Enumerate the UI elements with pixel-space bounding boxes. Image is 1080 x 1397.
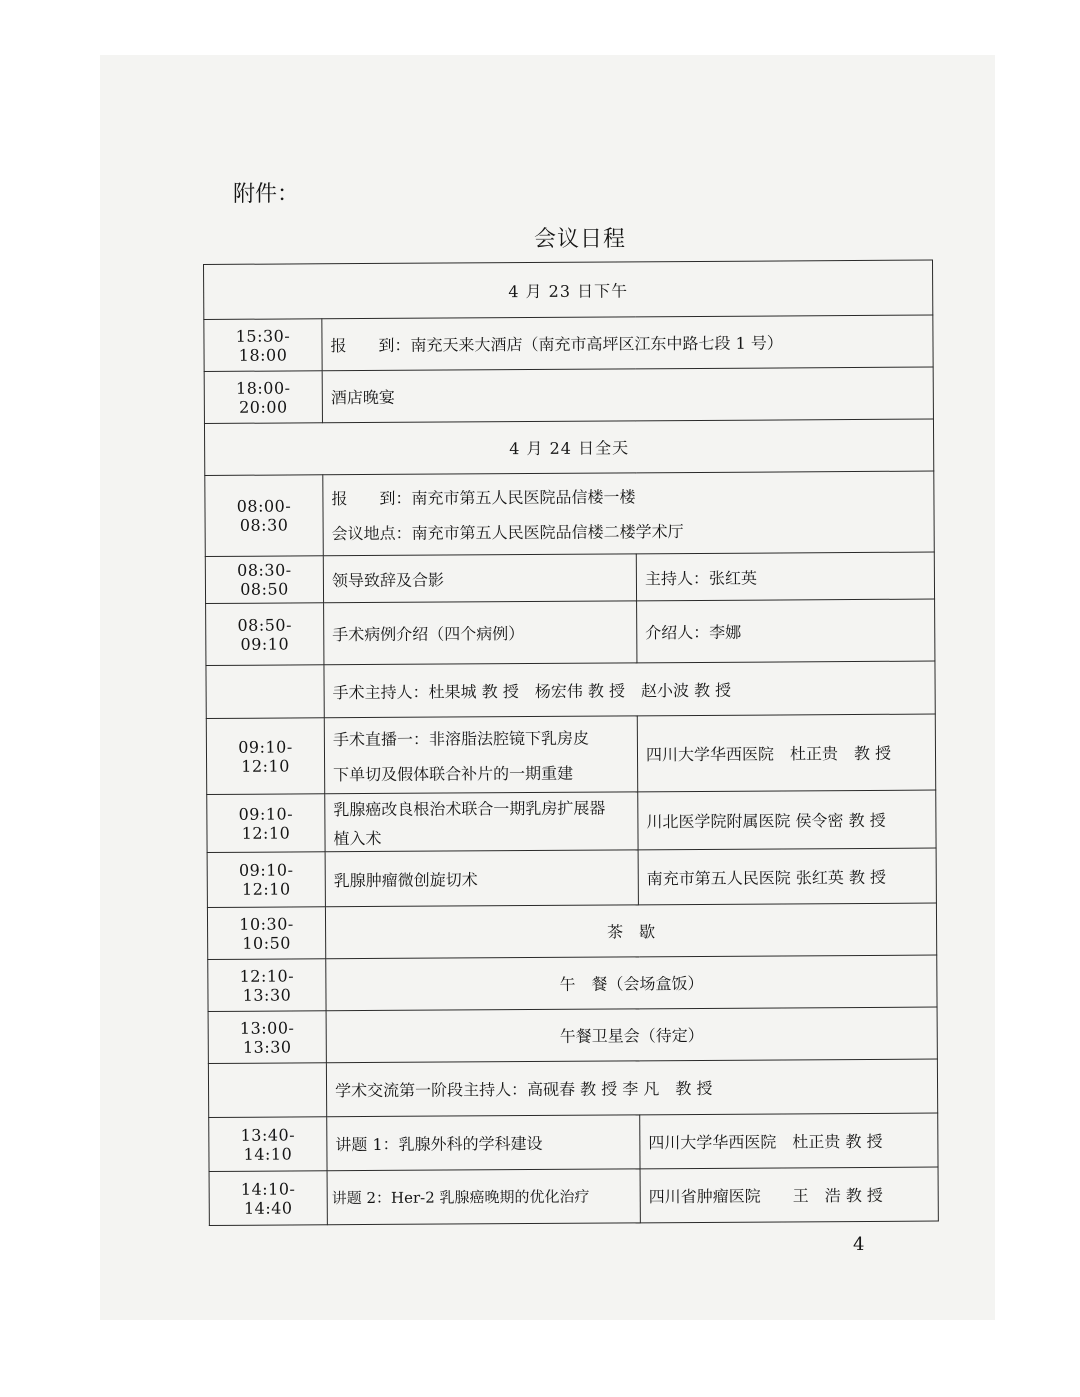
time-cell: 10:30-10:50: [207, 907, 325, 960]
person-cell: 介绍人：李娜: [637, 599, 935, 663]
surgery-hosts: 手术主持人：杜果城 教 授 杨宏伟 教 授 赵小波 教 授: [324, 661, 935, 718]
schedule-table: [203, 260, 939, 1226]
desc-cell: 讲题 1：乳腺外科的学科建设: [327, 1115, 640, 1171]
desc-cell: 茶 歇: [325, 903, 936, 959]
time-cell: [208, 1063, 326, 1118]
desc-cell: 午 餐（会场盒饭）: [326, 955, 937, 1011]
day2-header: 4 月 24 日全天: [204, 419, 933, 475]
desc-line: 报 到：南充市第五人民医院品信楼一楼: [331, 487, 636, 509]
desc-line: 植入术: [333, 828, 382, 848]
table-row: [207, 790, 936, 852]
time-cell: [206, 665, 324, 719]
person-cell: 四川大学华西医院 杜正贵 教 授: [637, 714, 935, 792]
table-row: [208, 1007, 937, 1063]
table-row: [209, 1113, 938, 1171]
time-cell: 09:10-12:10: [207, 794, 325, 853]
desc-cell: 酒店晚宴: [322, 367, 933, 423]
person-cell: 南充市第五人民医院 张红英 教 授: [638, 848, 936, 905]
desc-cell: 手术病例介绍（四个病例）: [324, 601, 637, 665]
table-row: [204, 367, 933, 423]
desc-line: 下单切及假体联合补片的一期重建: [333, 763, 574, 784]
desc-cell: 领导致辞及合影: [323, 554, 636, 603]
desc-cell: [325, 792, 638, 852]
desc-cell: [323, 471, 935, 556]
desc-cell: 乳腺肿瘤微创旋切术: [325, 850, 638, 907]
person-cell: 四川大学华西医院 杜正贵 教 授: [640, 1113, 938, 1169]
desc-line: 会议地点：南充市第五人民医院品信楼二楼学术厅: [331, 522, 684, 544]
table-row: [204, 315, 933, 371]
time-cell: 08:50-09:10: [206, 603, 324, 666]
time-cell: 14:10-14:40: [209, 1171, 327, 1226]
person-cell: 川北医学院附属医院 侯令密 教 授: [638, 790, 936, 850]
table-row: [205, 471, 935, 556]
desc-line: 手术直播一：非溶脂法腔镜下乳房皮: [332, 728, 589, 749]
time-cell: 13:00-13:30: [208, 1011, 326, 1064]
time-cell: 15:30-18:00: [204, 319, 322, 372]
desc-cell: 午餐卫星会（待定）: [326, 1007, 937, 1063]
academic-hosts: 学术交流第一阶段主持人：高砚春 教 授 李 凡 教 授: [326, 1059, 937, 1117]
desc-cell: 讲题 2：Her-2 乳腺癌晚期的优化治疗: [327, 1169, 640, 1225]
page-number: 4: [853, 1234, 865, 1255]
table-row: [208, 955, 937, 1011]
person-cell: 主持人：张红英: [636, 552, 934, 601]
table-row: [209, 1167, 938, 1225]
table-row: [207, 903, 936, 959]
table-row: [204, 419, 933, 475]
desc-cell: 报 到：南充天来大酒店（南充市高坪区江东中路七段 1 号）: [322, 315, 933, 371]
page-title: 会议日程: [533, 227, 626, 252]
day1-header: 4 月 23 日下午: [204, 260, 933, 319]
time-cell: 09:10-12:10: [207, 852, 325, 908]
time-cell: 09:10-12:10: [206, 718, 324, 795]
desc-cell: [324, 716, 637, 794]
table-row: [206, 714, 935, 794]
table-row: [206, 599, 935, 665]
attachment-label: 附件：: [233, 182, 300, 207]
time-cell: 18:00-20:00: [204, 371, 322, 424]
person-cell: 四川省肿瘤医院 王 浩 教 授: [640, 1167, 938, 1223]
desc-line: 乳腺癌改良根治术联合一期乳房扩展器: [333, 798, 606, 819]
time-cell: 08:00-08:30: [205, 475, 323, 557]
table-row: [206, 661, 935, 718]
table-row: [205, 552, 934, 603]
time-cell: 08:30-08:50: [205, 556, 323, 604]
table-row: [207, 848, 936, 907]
time-cell: 12:10-13:30: [208, 959, 326, 1012]
table-row: [208, 1059, 937, 1117]
table-row: [204, 260, 933, 319]
time-cell: 13:40-14:10: [209, 1117, 327, 1172]
